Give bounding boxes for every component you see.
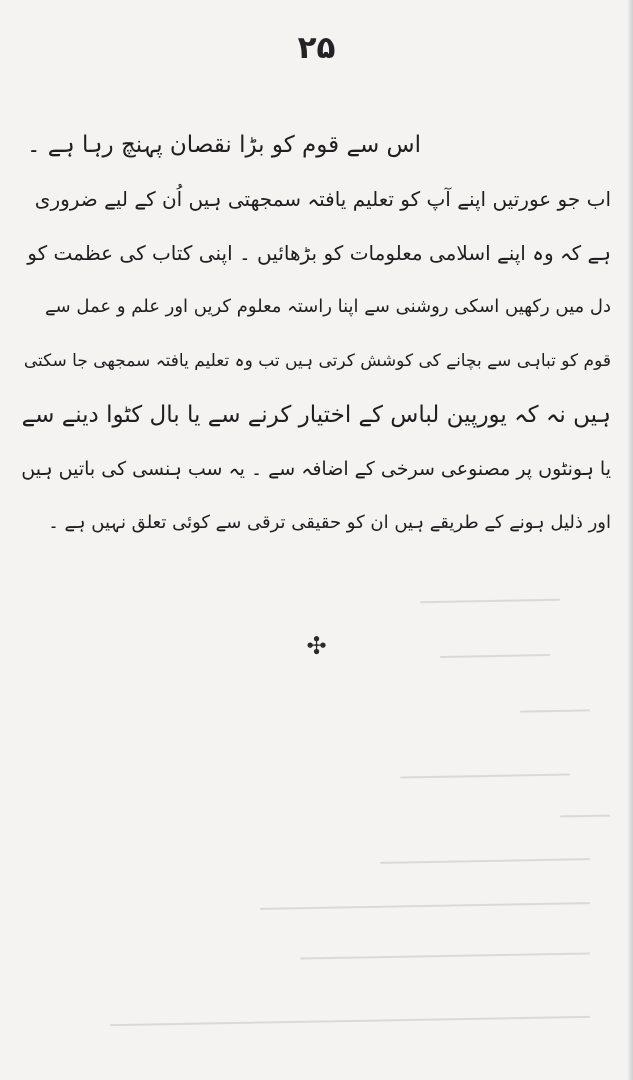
text-line: اب جو عورتیں اپنے آپ کو تعلیم یافتہ سمجھتی ہیں اُن کے لیے ضروری	[34, 187, 611, 211]
text-line: اس سے قوم کو بڑا نقصان پہنچ رہا ہے ۔	[26, 132, 421, 158]
section-end-ornament-icon: ✣	[306, 632, 327, 660]
text-line: دل میں رکھیں اسکی روشنی سے اپنا راستہ معلوم کریں اور علم و عمل سے	[44, 296, 611, 317]
text-line: قوم کو تباہی سے بچانے کی کوشش کرتی ہیں تب وہ تعلیم یافتہ سمجھی جا سکتی	[23, 351, 611, 371]
text-line: ہیں نہ کہ یورپین لباس کے اختیار کرنے سے یا بال کٹوا دینے سے	[21, 402, 611, 428]
body-text	[19, 118, 611, 550]
text-line: ہے کہ وہ اپنے اسلامی معلومات کو بڑھائیں ۔ اپنی کتاب کی عظمت کو	[27, 241, 611, 265]
text-line: یا ہونٹوں پر مصنوعی سرخی کے اضافہ سے ۔ یہ سب ہنسی کی باتیں ہیں	[21, 458, 611, 480]
text-line: اور ذلیل ہونے کے طریقے ہیں ان کو حقیقی ترقی سے کوئی تعلق نہیں ہے ۔	[48, 512, 611, 533]
page-edge-shadow	[627, 0, 633, 1080]
page-number: ۲۵	[297, 30, 336, 66]
